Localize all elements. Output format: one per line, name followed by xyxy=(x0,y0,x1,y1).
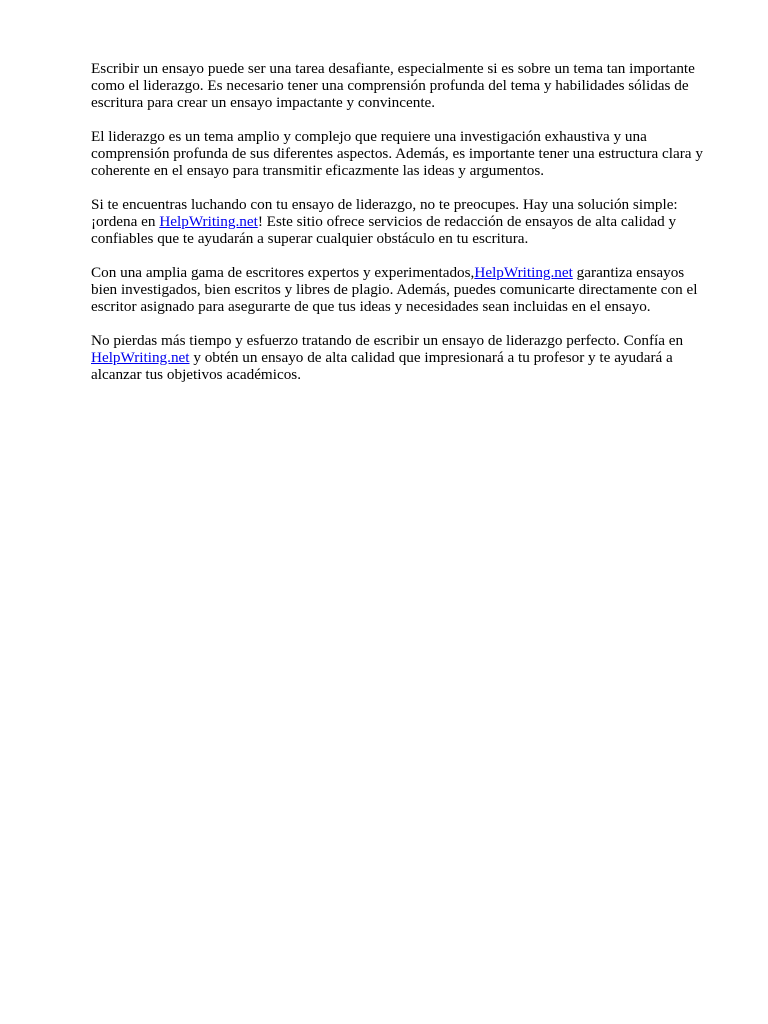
text-segment: Si te encuentras luchando con tu ensayo de liderazgo, no te preocupes. Hay una solución simple: xyxy=(91,195,678,213)
text-line xyxy=(91,60,721,77)
text-segment: como el liderazgo. Es necesario tener una comprensión profunda del tema y habilidades sólidas de xyxy=(91,77,689,95)
text-line xyxy=(91,332,721,349)
text-line xyxy=(91,77,721,94)
body-paragraph xyxy=(91,60,721,111)
helpwriting-link[interactable]: HelpWriting.net xyxy=(474,263,573,281)
text-line xyxy=(91,128,721,145)
text-segment: escritura para crear un ensayo impactante y convincente. xyxy=(91,94,436,112)
document-page xyxy=(91,60,721,399)
text-segment: garantiza ensayos xyxy=(572,263,685,281)
text-segment: escritor asignado para asegurarte de que tus ideas y necesidades sean incluidas en el ensayo. xyxy=(91,297,651,315)
body-paragraph xyxy=(91,264,721,315)
text-line xyxy=(91,349,721,366)
text-line xyxy=(91,298,721,315)
text-segment: y obtén un ensayo de alta calidad que impresionará a tu profesor y te ayudará a xyxy=(189,348,673,366)
text-line xyxy=(91,196,721,213)
text-segment: coherente en el ensayo para transmitir eficazmente las ideas y argumentos. xyxy=(91,162,545,180)
text-segment: Escribir un ensayo puede ser una tarea desafiante, especialmente si es sobre un tema tan importante xyxy=(91,60,695,77)
body-paragraph xyxy=(91,128,721,179)
text-line xyxy=(91,94,721,111)
text-segment: confiables que te ayudarán a superar cualquier obstáculo en tu escritura. xyxy=(91,229,529,247)
text-line xyxy=(91,230,721,247)
text-segment: ! Este sitio ofrece servicios de redacción de ensayos de alta calidad y xyxy=(257,212,677,230)
body-paragraph xyxy=(91,332,721,383)
text-line xyxy=(91,281,721,298)
body-paragraph xyxy=(91,196,721,247)
text-line xyxy=(91,145,721,162)
text-segment: Con una amplia gama de escritores expertos y experimentados, xyxy=(91,263,475,281)
text-line xyxy=(91,264,721,281)
text-segment: comprensión profunda de sus diferentes aspectos. Además, es importante tener una estructura clara y xyxy=(91,144,703,162)
text-segment: alcanzar tus objetivos académicos. xyxy=(91,365,302,383)
text-segment: No pierdas más tiempo y esfuerzo tratando de escribir un ensayo de liderazgo perfecto. Confía en xyxy=(91,331,684,349)
text-segment: ¡ordena en xyxy=(91,212,160,230)
text-segment: El liderazgo es un tema amplio y complejo que requiere una investigación exhaustiva y una xyxy=(91,127,647,145)
helpwriting-link[interactable]: HelpWriting.net xyxy=(159,212,258,230)
text-line xyxy=(91,162,721,179)
text-line xyxy=(91,213,721,230)
text-line xyxy=(91,366,721,383)
helpwriting-link[interactable]: HelpWriting.net xyxy=(91,348,190,366)
text-segment: bien investigados, bien escritos y libres de plagio. Además, puedes comunicarte directamente con el xyxy=(91,280,698,298)
